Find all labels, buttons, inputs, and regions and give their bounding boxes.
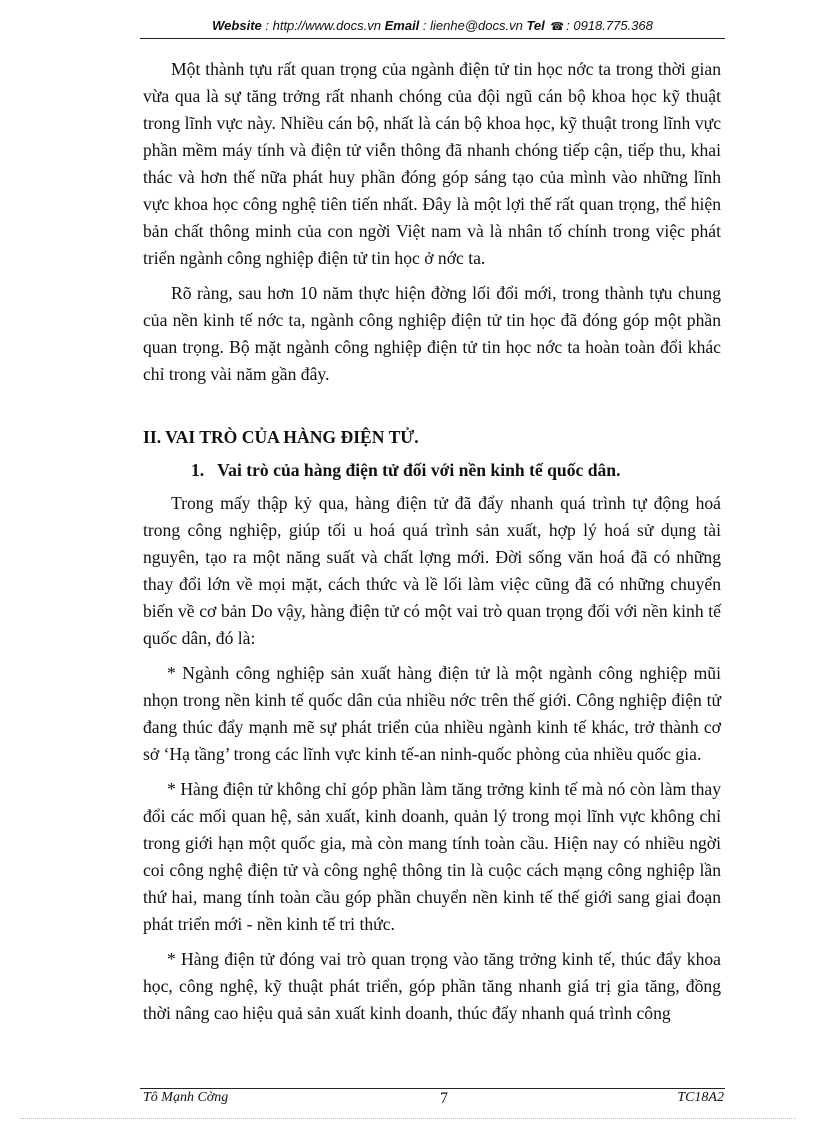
- website-value: : http://www.docs.vn: [265, 18, 381, 33]
- bullet-paragraph: * Hàng điện tử đóng vai trò quan trọng vào tăng trởng kinh tế, thúc đẩy khoa học, công nghệ, kỹ thuật phát triển, góp phần tăng nhanh giá trị gia tăng, đồng thời nâng cao hiệu quả sản xuất kinh doanh, thúc đẩy nhanh quá trình công: [143, 949, 721, 1023]
- footer-class-code: TC18A2: [677, 1090, 724, 1105]
- phone-icon: ☎: [550, 21, 565, 33]
- email-value: : lienhe@docs.vn: [422, 18, 523, 33]
- footer-author: Tô Mạnh Cờng: [143, 1090, 229, 1105]
- page-edge-dots: [20, 1118, 796, 1119]
- email-label: Email: [384, 18, 420, 33]
- subsection-title: Vai trò của hàng điện tử đối với nền kinh tế quốc dân.: [217, 460, 621, 480]
- page-number: 7: [440, 1090, 448, 1107]
- page-header: [140, 18, 725, 38]
- bullet-paragraph: * Ngành công nghiệp sản xuất hàng điện tử là một ngành công nghiệp mũi nhọn trong nền kinh tế quốc dân của nhiều nớc trên thế giới. Công nghiệp điện tử đang thúc đẩy mạnh mẽ sự phát triển của nhiều ngành kinh tế khác, trở thành cơ sở ‘Hạ tầng’ trong các lĩnh vực kinh tế-an ninh-quốc phòng của nhiều quốc gia.: [143, 663, 721, 764]
- subsection-number: 1.: [191, 460, 205, 480]
- section-heading: II. VAI TRÒ CỦA HÀNG ĐIỆN TỬ.: [143, 427, 419, 447]
- document-body: [143, 56, 721, 1035]
- paragraph: Một thành tựu rất quan trọng của ngành điện tử tin học nớc ta trong thời gian vừa qua là sự tăng trởng rất nhanh chóng của đội ngũ cán bộ khoa học kỹ thuật trong lĩnh vực này. Nhiều cán bộ, nhất là cán bộ khoa học, kỹ thuật trong lĩnh vực phần mềm máy tính và điện tử viễn thông đã nhanh chóng tiếp cận, tiếp thu, khai thác và hơn thế nữa phát huy phần đóng góp sáng tạo của mình vào những lĩnh vực khoa học công nghệ tiên tiến nhất. Đây là một lợi thế rất quan trọng, thể hiện bản chất thông minh của con ngời Việt nam và là nhân tố chính trong việc phát triển ngành công nghiệp điện tử tin học ở nớc ta.: [143, 59, 721, 268]
- website-label: Website: [212, 18, 262, 33]
- tel-label: Tel: [526, 18, 545, 33]
- paragraph: Rõ ràng, sau hơn 10 năm thực hiện đờng lối đổi mới, trong thành tựu chung của nền kinh tế nớc ta, ngành công nghiệp điện tử tin học đã đóng góp một phần quan trọng. Bộ mặt ngành công nghiệp điện tử tin học nớc ta hoàn toàn đổi khác chỉ trong vài năm gần đây.: [143, 283, 721, 384]
- footer-divider: [140, 1088, 725, 1089]
- header-divider: [140, 38, 725, 39]
- bullet-paragraph: * Hàng điện tử không chỉ góp phần làm tăng trởng kinh tế mà nó còn làm thay đổi các mối quan hệ, sản xuất, kinh doanh, quản lý trong mọi lĩnh vực không chỉ trong giới hạn một quốc gia, mà còn mang tính toàn cầu. Hiện nay có nhiều ngời coi công nghệ điện tử và công nghệ thông tin là cuộc cách mạng công nghiệp lần thứ hai, mang tính toàn cầu góp phần chuyển nền kinh tế thế giới sang giai đoạn phát triển mới - nền kinh tế tri thức.: [143, 779, 721, 934]
- subsection-heading: [143, 457, 721, 484]
- tel-value: : 0918.775.368: [566, 18, 653, 33]
- paragraph: Trong mấy thập kỷ qua, hàng điện tử đã đẩy nhanh quá trình tự động hoá trong công nghiệp, giúp tối u hoá quá trình sản xuất, hợp lý hoá sử dụng tài nguyên, tạo ra một năng suất và chất lợng mới. Đời sống văn hoá đã có những thay đổi lớn về mọi mặt, cách thức và lề lối làm việc cũng đã có những chuyển biến về cơ bản Do vậy, hàng điện tử có một vai trò quan trọng đối với nền kinh tế quốc dân, đó là:: [143, 493, 721, 648]
